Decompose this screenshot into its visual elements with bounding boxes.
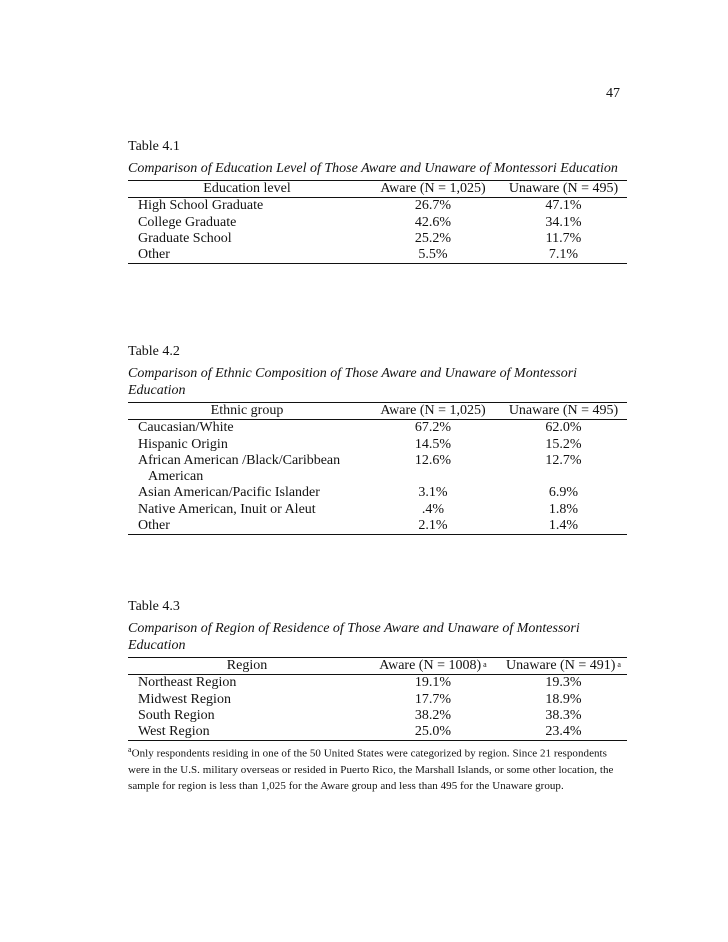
- aware-value: 5.5%: [418, 247, 448, 263]
- row-label: Other: [138, 247, 170, 263]
- header-cell: Education level: [203, 181, 291, 196]
- row-label: Native American, Inuit or Aleut: [138, 501, 316, 517]
- unaware-value: 19.3%: [545, 675, 582, 691]
- table-row: [128, 708, 627, 724]
- unaware-value: 18.9%: [545, 691, 582, 707]
- header-text: Unaware (N = 491): [506, 658, 616, 673]
- footnote-mark: a: [128, 745, 132, 755]
- table-header-row: [128, 658, 627, 674]
- unaware-value: 12.7%: [545, 452, 582, 468]
- header-cell: Aware (N = 1,025): [380, 181, 486, 196]
- table-label: Table 4.3: [128, 599, 180, 614]
- header-cell: Unaware (N = 495): [508, 403, 619, 418]
- table-title: Comparison of Education Level of Those Aware and Unaware of Montessori Education: [128, 161, 618, 176]
- table-header-row: [128, 403, 627, 419]
- table-bottom-rule: [128, 740, 627, 741]
- unaware-value: 1.4%: [548, 518, 579, 534]
- table-bottom-rule: [128, 534, 627, 535]
- table-row: [128, 485, 627, 501]
- table-header-row: [128, 181, 627, 197]
- unaware-value: 11.7%: [545, 230, 582, 246]
- aware-value: 17.7%: [414, 691, 452, 707]
- footnote-mark: a: [483, 660, 487, 669]
- row-label: African American /Black/Caribbean: [138, 452, 341, 468]
- page-number: 47: [606, 86, 620, 101]
- table-row: [128, 675, 627, 691]
- table-title: Comparison of Region of Residence of Those Aware and Unaware of Montessori Education: [128, 621, 580, 653]
- table-row: [128, 215, 627, 231]
- row-label: Other: [138, 518, 170, 534]
- unaware-value: 38.3%: [545, 707, 582, 723]
- footnote-mark: a: [617, 660, 621, 669]
- header-cell: Aware (N = 1,025): [380, 403, 486, 418]
- unaware-value: 34.1%: [545, 214, 582, 230]
- row-label: Northeast Region: [138, 675, 237, 691]
- row-label: Asian American/Pacific Islander: [138, 485, 320, 501]
- aware-value: 14.5%: [414, 436, 452, 452]
- aware-value: 25.2%: [414, 230, 452, 246]
- table-region-residence: [128, 598, 627, 794]
- table-row: [128, 231, 627, 247]
- header-cell: [500, 658, 627, 674]
- row-label: Midwest Region: [138, 691, 231, 707]
- aware-value: 26.7%: [414, 198, 452, 214]
- unaware-value: 1.8%: [548, 501, 579, 517]
- aware-value: 2.1%: [418, 518, 448, 534]
- row-label-continuation: American: [148, 469, 204, 485]
- table-row: [128, 198, 627, 214]
- unaware-value: 23.4%: [545, 724, 582, 740]
- table-bottom-rule: [128, 263, 627, 264]
- unaware-value: 47.1%: [545, 198, 582, 214]
- aware-value: 19.1%: [414, 675, 452, 691]
- header-cell: Unaware (N = 495): [508, 181, 619, 196]
- footnote-text: Only respondents residing in one of the 50 United States were categorized by region. Since 21 respondents were in the U.S. military overseas or resided in Puerto Rico, the Marshall Islands, or some other location, the sample for region is less than 1,025 for the Aware group and less than 495 for the Unaware group.: [128, 748, 614, 793]
- row-label: West Region: [138, 724, 210, 740]
- header-text: Aware (N = 1008): [379, 658, 482, 673]
- aware-value: 25.0%: [414, 724, 452, 740]
- aware-value: [366, 469, 500, 485]
- table-row: [128, 502, 627, 518]
- unaware-value: 7.1%: [548, 247, 579, 263]
- aware-value: 42.6%: [414, 214, 452, 230]
- unaware-value: 6.9%: [548, 485, 579, 501]
- table-label: Table 4.2: [128, 344, 180, 359]
- header-cell: Ethnic group: [210, 403, 284, 418]
- row-label: Caucasian/White: [138, 420, 234, 436]
- table-row: [128, 437, 627, 453]
- row-label: College Graduate: [138, 214, 237, 230]
- unaware-value: 15.2%: [545, 436, 582, 452]
- row-label: Hispanic Origin: [138, 436, 228, 452]
- table-ethnic-composition: [128, 343, 627, 535]
- row-label: Graduate School: [138, 230, 232, 246]
- aware-value: 12.6%: [414, 452, 452, 468]
- aware-value: 38.2%: [414, 707, 452, 723]
- unaware-value: 62.0%: [545, 420, 582, 436]
- table-row: [128, 453, 627, 469]
- table-row: [128, 420, 627, 436]
- table-title: Comparison of Ethnic Composition of Those Aware and Unaware of Montessori Education: [128, 366, 578, 398]
- table-row: [128, 247, 627, 263]
- table-row: [128, 518, 627, 534]
- aware-value: .4%: [421, 501, 445, 517]
- row-label: South Region: [138, 707, 215, 723]
- table-footnote: [128, 742, 627, 794]
- table-row: [128, 692, 627, 708]
- aware-value: 3.1%: [418, 485, 448, 501]
- header-cell: Region: [226, 658, 268, 673]
- table-row: [128, 469, 627, 485]
- table-label: Table 4.1: [128, 139, 180, 154]
- header-cell: [366, 658, 500, 674]
- unaware-value: [500, 469, 627, 485]
- table-row: [128, 724, 627, 740]
- table-education-level: [128, 138, 627, 264]
- aware-value: 67.2%: [414, 420, 452, 436]
- row-label: High School Graduate: [138, 198, 264, 214]
